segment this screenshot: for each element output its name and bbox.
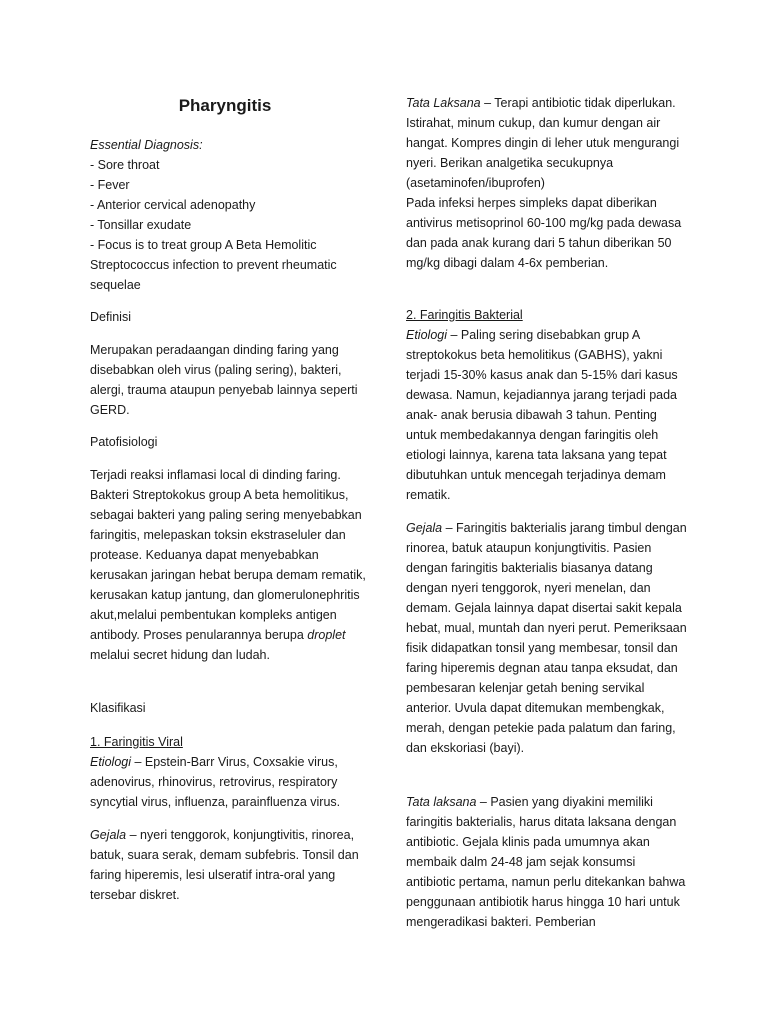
essential-item-3: - Anterior cervical adenopathy [90,198,256,212]
viral-etiologi-text: – Epstein-Barr Virus, Coxsakie virus, adenovirus, rhinovirus, retrovirus, respiratory syncytial virus, influenza, parainfluenza virus. [90,755,341,809]
bakterial-tata-laksana-text: – Pasien yang diyakini memiliki faringitis bakterialis, harus ditata laksana dengan antibiotic. Gejala klinis pada umumnya akan membaik dalm 24-48 jam sejak konsumsi antibiotic pertama, namun perlu ditekankan bahwa penggunaan antibiotik harus hingga 10 hari untuk mengeradikasi bakteri. Pemberian [406,795,686,929]
droplet-term: droplet [307,628,346,642]
viral-gejala-text: – nyeri tenggorok, konjungtivitis, rinorea, batuk, suara serak, demam subfebris. Tonsil dan faring hiperemis, lesi ulseratif intra-oral yang tersebar diskret. [90,828,359,902]
bakterial-heading: 2. Faringitis Bakterial [406,308,523,322]
viral-gejala-label: Gejala [90,828,127,842]
bakterial-gejala-paragraph [406,518,688,758]
viral-gejala-paragraph [90,825,372,905]
viral-tata-laksana-text: – Terapi antibiotic tidak diperlukan. Istirahat, minum cukup, dan kumur dengan air hangat. Kompres dingin di leher utuk mengurangi nyeri. Berikan analgetika secukupnya (asetaminofen/ibuprofen) [406,96,680,190]
viral-etiologi-paragraph [90,752,372,812]
patofisiologi-text-b: melalui secret hidung dan ludah. [90,648,270,662]
definisi-paragraph: Merupakan peradaangan dinding faring yang disebabkan oleh virus (paling sering), bakteri, alergi, trauma ataupun penyebab lainnya seperti GERD. [90,343,358,417]
essential-diagnosis-heading: Essential Diagnosis: [90,138,203,152]
page-title: Pharyngitis [178,96,272,115]
essential-item-1: - Sore throat [90,158,160,172]
essential-item-2: - Fever [90,178,130,192]
bakterial-etiologi-label: Etiologi [406,328,447,342]
herpes-paragraph: Pada infeksi herpes simpleks dapat diberikan antivirus metisoprinol 60-100 mg/kg pada dewasa dan pada anak kurang dari 5 tahun diberikan 50 mg/kg dibagi dalam 4-6x pemberian. [406,196,682,270]
viral-tata-laksana-label: Tata Laksana [406,96,481,110]
bakterial-tata-laksana-paragraph [406,792,688,932]
klasifikasi-heading: Klasifikasi [90,701,146,715]
bakterial-etiologi-paragraph [406,325,688,505]
patofisiologi-text-a: Terjadi reaksi inflamasi local di dinding faring. Bakteri Streptokokus group A beta hemolitikus, sebagai bakteri yang paling sering menyebabkan faringitis, melepaskan toksin ekstraseluler dan protease. Keduanya dapat menyebabkan kerusakan jaringan hebat berupa demam rematik, kerusakan katup jantung, dan glomerulonephritis akut,melalui pembentukan kompleks antigen antibody. Proses penularannya berupa [90,468,366,642]
definisi-heading: Definisi [90,310,131,324]
essential-item-5: - Focus is to treat group A Beta Hemolitic Streptococcus infection to prevent rheumatic sequelae [90,238,337,292]
viral-tata-laksana-paragraph [406,93,688,193]
essential-item-4: - Tonsillar exudate [90,218,192,232]
bakterial-gejala-text: – Faringitis bakterialis jarang timbul dengan rinorea, batuk ataupun konjungtivitis. Pasien dengan faringitis bakterialis biasanya datang dengan nyeri tenggorok, nyeri menelan, dan demam. Gejala lainnya dapat disertai sakit kepala hebat, mual, muntah dan nyeri perut. Pemeriksaan fisik didapatkan tonsil yang membesar, tonsil dan faring hiperemis degnan atau tanpa eksudat, dan pembesaran kelenjar getah bening servikal anterior. Uvula dapat ditemukan membengkak, merah, dengan petekie pada palatum dan faring, dan ekskoriasi (bayi). [406,521,687,755]
patofisiologi-paragraph [90,465,372,665]
bakterial-gejala-label: Gejala [406,521,443,535]
bakterial-tata-laksana-label: Tata laksana [406,795,477,809]
bakterial-etiologi-text: – Paling sering disebabkan grup A streptokokus beta hemolitikus (GABHS), yakni terjadi 15-30% kasus anak dan 5-15% dari kasus dewasa. Namun, kejadiannya jarang terjadi pada anak- anak berusia dibawah 3 tahun. Penting untuk membedakannya dengan faringitis oleh etiologi lainnya, karena tata laksana yang tepat dibutuhkan untuk mencegah terjadinya demam rematik. [406,328,678,502]
patofisiologi-heading: Patofisiologi [90,435,158,449]
viral-heading: 1. Faringitis Viral [90,735,183,749]
viral-etiologi-label: Etiologi [90,755,131,769]
